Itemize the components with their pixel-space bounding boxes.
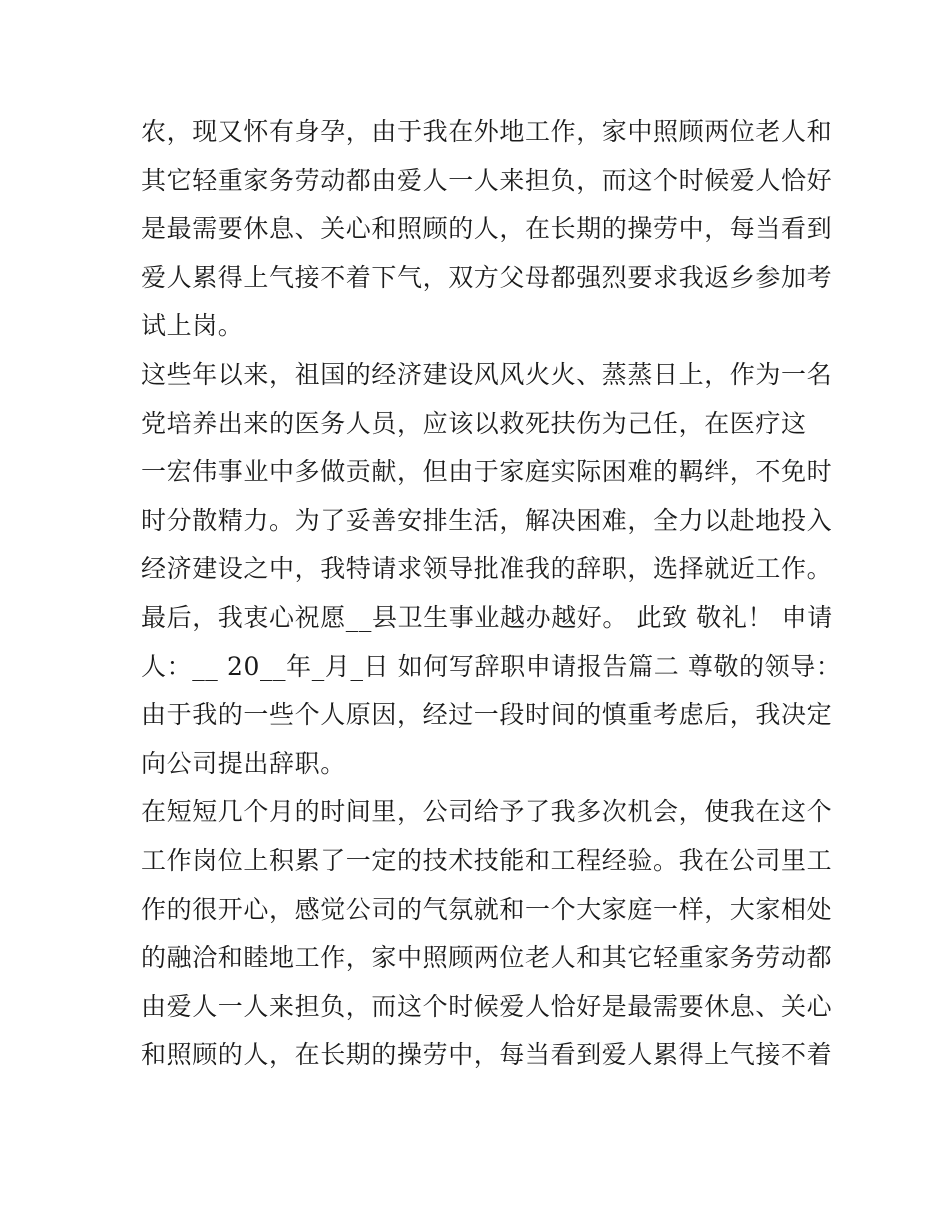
text-line: 由爱人一人来担负，而这个时候爱人恰好是最需要休息、关心: [141, 991, 833, 1021]
text-line: 人：__ 20__年_月_日 如何写辞职申请报告篇二 尊敬的领导：: [141, 651, 842, 681]
text-line: 爱人累得上气接不着下气，双方父母都强烈要求我返乡参加考: [141, 262, 833, 292]
text-line: 是最需要休息、关心和照顾的人，在长期的操劳中，每当看到: [141, 214, 833, 244]
text-line: 作的很开心，感觉公司的气氛就和一个大家庭一样，大家相处: [141, 894, 833, 924]
text-line: 其它轻重家务劳动都由爱人一人来担负，而这个时候爱人恰好: [141, 165, 833, 195]
text-line: 由于我的一些个人原因，经过一段时间的慎重考虑后，我决定: [141, 700, 833, 730]
text-line: 的融洽和睦地工作，家中照顾两位老人和其它轻重家务劳动都: [141, 943, 833, 973]
text-line: 向公司提出辞职。: [141, 748, 346, 778]
text-line: 在短短几个月的时间里，公司给予了我多次机会，使我在这个: [141, 797, 833, 827]
document-body: [141, 108, 842, 1080]
text-line: 试上岗。: [141, 311, 244, 341]
text-line: 这些年以来，祖国的经济建设风风火火、蒸蒸日上，作为一名: [141, 359, 833, 389]
text-line: 最后，我衷心祝愿__县卫生事业越办越好。 此致 敬礼！ 申请: [141, 602, 833, 632]
text-line: 农，现又怀有身孕，由于我在外地工作，家中照顾两位老人和: [141, 117, 833, 146]
text-line: 和照顾的人，在长期的操劳中，每当看到爱人累得上气接不着: [141, 1040, 833, 1070]
text-line: 经济建设之中，我特请求领导批准我的辞职，选择就近工作。: [141, 554, 833, 584]
text-line: 党培养出来的医务人员，应该以救死扶伤为己任，在医疗这: [141, 408, 807, 438]
text-line: 工作岗位上积累了一定的技术技能和工程经验。我在公司里工: [141, 845, 833, 875]
text-line: 一宏伟事业中多做贡献，但由于家庭实际困难的羁绊，不免时: [141, 457, 833, 487]
text-line: 时分散精力。为了妥善安排生活，解决困难，全力以赴地投入: [141, 505, 833, 535]
